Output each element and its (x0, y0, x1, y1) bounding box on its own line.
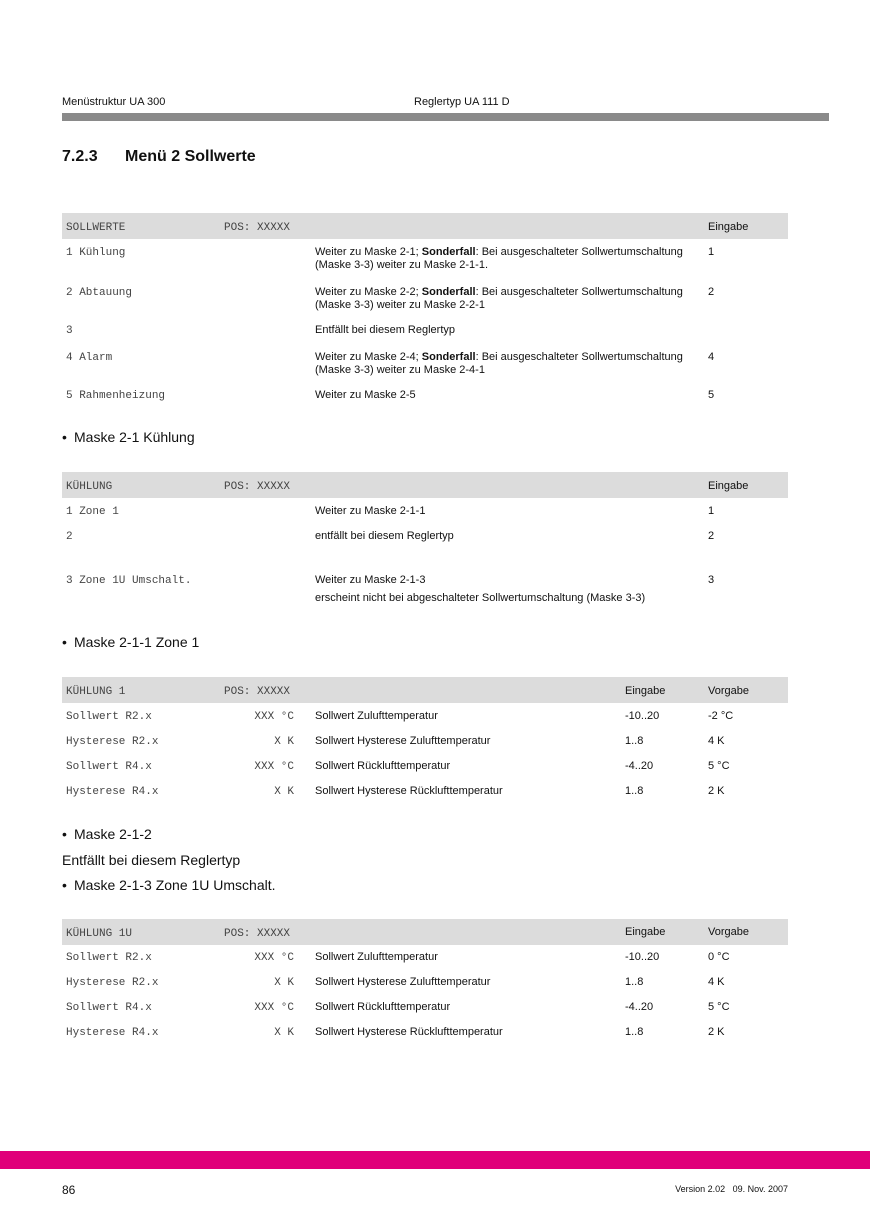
desc-post: : Bei ausgeschalteter Sollwertumschaltung (Maske 3-3) weiter zu Maske 2-1-1. (315, 246, 683, 271)
row-param: Sollwert R2.x (66, 711, 152, 723)
col-eingabe: Eingabe (625, 926, 666, 938)
page-number: 86 (62, 1183, 76, 1197)
table-title: KÜHLUNG 1U (66, 928, 133, 940)
table-pos: POS: XXXXX (224, 928, 291, 940)
row-item: 3 Zone 1U Umschalt. (66, 575, 192, 587)
row-unit: XXX °C (254, 952, 294, 964)
row-vorgabe: 4 K (708, 976, 725, 988)
bullet-maske-2-1-1 (62, 634, 199, 650)
bullet-text: Maske 2-1-3 Zone 1U Umschalt. (74, 877, 276, 893)
row-eingabe: -10..20 (625, 710, 660, 722)
table-row (62, 379, 788, 407)
row-vorgabe: 2 K (708, 1026, 725, 1038)
note-entfaellt: Entfällt bei diesem Reglertyp (62, 852, 241, 868)
table-header (62, 472, 788, 498)
row-vorgabe: 0 °C (708, 951, 730, 963)
row-eingabe: 4 (708, 351, 715, 363)
table-row (62, 523, 788, 567)
desc-pre: Weiter zu Maske 2-5 (315, 389, 416, 401)
row-eingabe: 1 (708, 505, 715, 517)
table-row (62, 567, 788, 607)
table-pos: POS: XXXXX (224, 222, 291, 234)
header-divider (62, 113, 829, 121)
col-vorgabe: Vorgabe (708, 926, 749, 938)
bullet-maske-2-1 (62, 429, 195, 445)
table-kuehlung (62, 472, 788, 607)
desc-post: : Bei ausgeschalteter Sollwertumschaltung (Maske 3-3) weiter zu Maske 2-2-1 (315, 286, 683, 311)
row-desc (315, 351, 705, 377)
table-sollwerte (62, 213, 788, 407)
row-desc: Sollwert Hysterese Zulufttemperatur (315, 976, 491, 988)
col-vorgabe: Vorgabe (708, 685, 749, 697)
row-param: Sollwert R2.x (66, 952, 152, 964)
row-item: 3 (66, 325, 73, 337)
bullet-maske-2-1-3 (62, 877, 276, 893)
row-unit: XXX °C (254, 761, 294, 773)
row-vorgabe: 5 °C (708, 760, 730, 772)
table-row (62, 277, 788, 315)
row-vorgabe: -2 °C (708, 710, 734, 722)
section-number: 7.2.3 (62, 148, 98, 165)
row-unit: X K (274, 1027, 294, 1039)
row-eingabe: 3 (708, 574, 715, 586)
table-kuehlung-1 (62, 677, 788, 803)
row-desc (315, 246, 705, 272)
row-desc: Sollwert Hysterese Rücklufttemperatur (315, 1026, 503, 1038)
desc-bold: Sonderfall (421, 246, 476, 258)
table-row (62, 995, 788, 1020)
row-vorgabe: 5 °C (708, 1001, 730, 1013)
row-unit: X K (274, 977, 294, 989)
row-eingabe: 1..8 (625, 976, 644, 988)
row-unit: XXX °C (254, 1002, 294, 1014)
col-eingabe: Eingabe (708, 480, 749, 492)
table-header (62, 919, 788, 945)
row-unit: XXX °C (254, 711, 294, 723)
row-param: Sollwert R4.x (66, 1002, 152, 1014)
row-param: Hysterese R4.x (66, 1027, 159, 1039)
bullet-maske-2-1-2 (62, 826, 152, 842)
desc-pre: Weiter zu Maske 2-4; (315, 351, 422, 363)
desc-bold: Sonderfall (421, 351, 476, 363)
section-title-text: Menü 2 Sollwerte (125, 148, 256, 165)
table-header (62, 677, 788, 703)
bullet-text: Maske 2-1-1 Zone 1 (74, 634, 200, 650)
header-left: Menüstruktur UA 300 (62, 96, 166, 108)
row-eingabe: 1..8 (625, 1026, 644, 1038)
table-title: KÜHLUNG (66, 481, 113, 493)
table-title: SOLLWERTE (66, 222, 126, 234)
row-desc: Sollwert Zulufttemperatur (315, 710, 438, 722)
row-desc: Sollwert Hysterese Rücklufttemperatur (315, 785, 503, 797)
row-item: 1 Zone 1 (66, 506, 119, 518)
desc-bold: Sonderfall (421, 286, 476, 298)
row-eingabe: 1..8 (625, 785, 644, 797)
bullet-text: Maske 2-1-2 (74, 826, 152, 842)
table-row (62, 315, 788, 341)
row-desc: Weiter zu Maske 2-1-3 (315, 574, 426, 586)
row-item: 5 Rahmenheizung (66, 390, 166, 402)
row-item: 1 Kühlung (66, 247, 126, 259)
table-header (62, 213, 788, 239)
row-param: Hysterese R2.x (66, 977, 159, 989)
row-eingabe: 2 (708, 286, 715, 298)
row-vorgabe: 4 K (708, 735, 725, 747)
footer-accent-bar (0, 1151, 870, 1169)
desc-post: : Bei ausgeschalteter Sollwertumschaltung (Maske 3-3) weiter zu Maske 2-4-1 (315, 351, 683, 376)
table-row (62, 239, 788, 277)
row-desc: Sollwert Rücklufttemperatur (315, 1001, 451, 1013)
row-param: Hysterese R2.x (66, 736, 159, 748)
desc-pre: Weiter zu Maske 2-1; (315, 246, 422, 258)
table-row (62, 703, 788, 728)
row-unit: X K (274, 786, 294, 798)
row-eingabe: -4..20 (625, 760, 654, 772)
table-row (62, 778, 788, 803)
row-desc: Sollwert Zulufttemperatur (315, 951, 438, 963)
row-item: 4 Alarm (66, 352, 113, 364)
row-item: 2 Abtauung (66, 287, 133, 299)
row-param: Hysterese R4.x (66, 786, 159, 798)
table-pos: POS: XXXXX (224, 686, 291, 698)
bullet-dot: • (62, 429, 67, 445)
row-desc (315, 389, 705, 402)
row-param: Sollwert R4.x (66, 761, 152, 773)
col-eingabe: Eingabe (708, 221, 749, 233)
table-row (62, 341, 788, 379)
table-row (62, 1020, 788, 1045)
table-row (62, 728, 788, 753)
row-eingabe: 5 (708, 389, 715, 401)
col-eingabe: Eingabe (625, 685, 666, 697)
row-desc: Sollwert Hysterese Zulufttemperatur (315, 735, 491, 747)
row-vorgabe: 2 K (708, 785, 725, 797)
row-desc (315, 324, 705, 337)
bullet-dot: • (62, 826, 67, 842)
desc-pre: Weiter zu Maske 2-2; (315, 286, 422, 298)
table-row (62, 753, 788, 778)
row-desc: entfällt bei diesem Reglertyp (315, 530, 454, 542)
row-eingabe: -4..20 (625, 1001, 654, 1013)
table-kuehlung-1u (62, 919, 788, 1045)
row-unit: X K (274, 736, 294, 748)
version-info: Version 2.02 09. Nov. 2007 (675, 1184, 788, 1194)
row-eingabe: -10..20 (625, 951, 660, 963)
row-item: 2 (66, 531, 73, 543)
row-desc: Sollwert Rücklufttemperatur (315, 760, 451, 772)
header-center: Reglertyp UA 111 D (414, 96, 510, 108)
table-row (62, 498, 788, 523)
section-title (62, 148, 256, 166)
row-eingabe: 1..8 (625, 735, 644, 747)
bullet-dot: • (62, 634, 67, 650)
row-eingabe: 1 (708, 246, 715, 258)
table-pos: POS: XXXXX (224, 481, 291, 493)
row-desc-note: erscheint nicht bei abgeschalteter Sollwertumschaltung (Maske 3-3) (315, 592, 646, 604)
desc-pre: Entfällt bei diesem Reglertyp (315, 324, 456, 336)
row-desc (315, 286, 705, 312)
bullet-dot: • (62, 877, 67, 893)
table-title: KÜHLUNG 1 (66, 686, 126, 698)
bullet-text: Maske 2-1 Kühlung (74, 429, 195, 445)
table-row (62, 970, 788, 995)
row-desc: Weiter zu Maske 2-1-1 (315, 505, 426, 517)
row-eingabe: 2 (708, 530, 715, 542)
table-row (62, 945, 788, 970)
